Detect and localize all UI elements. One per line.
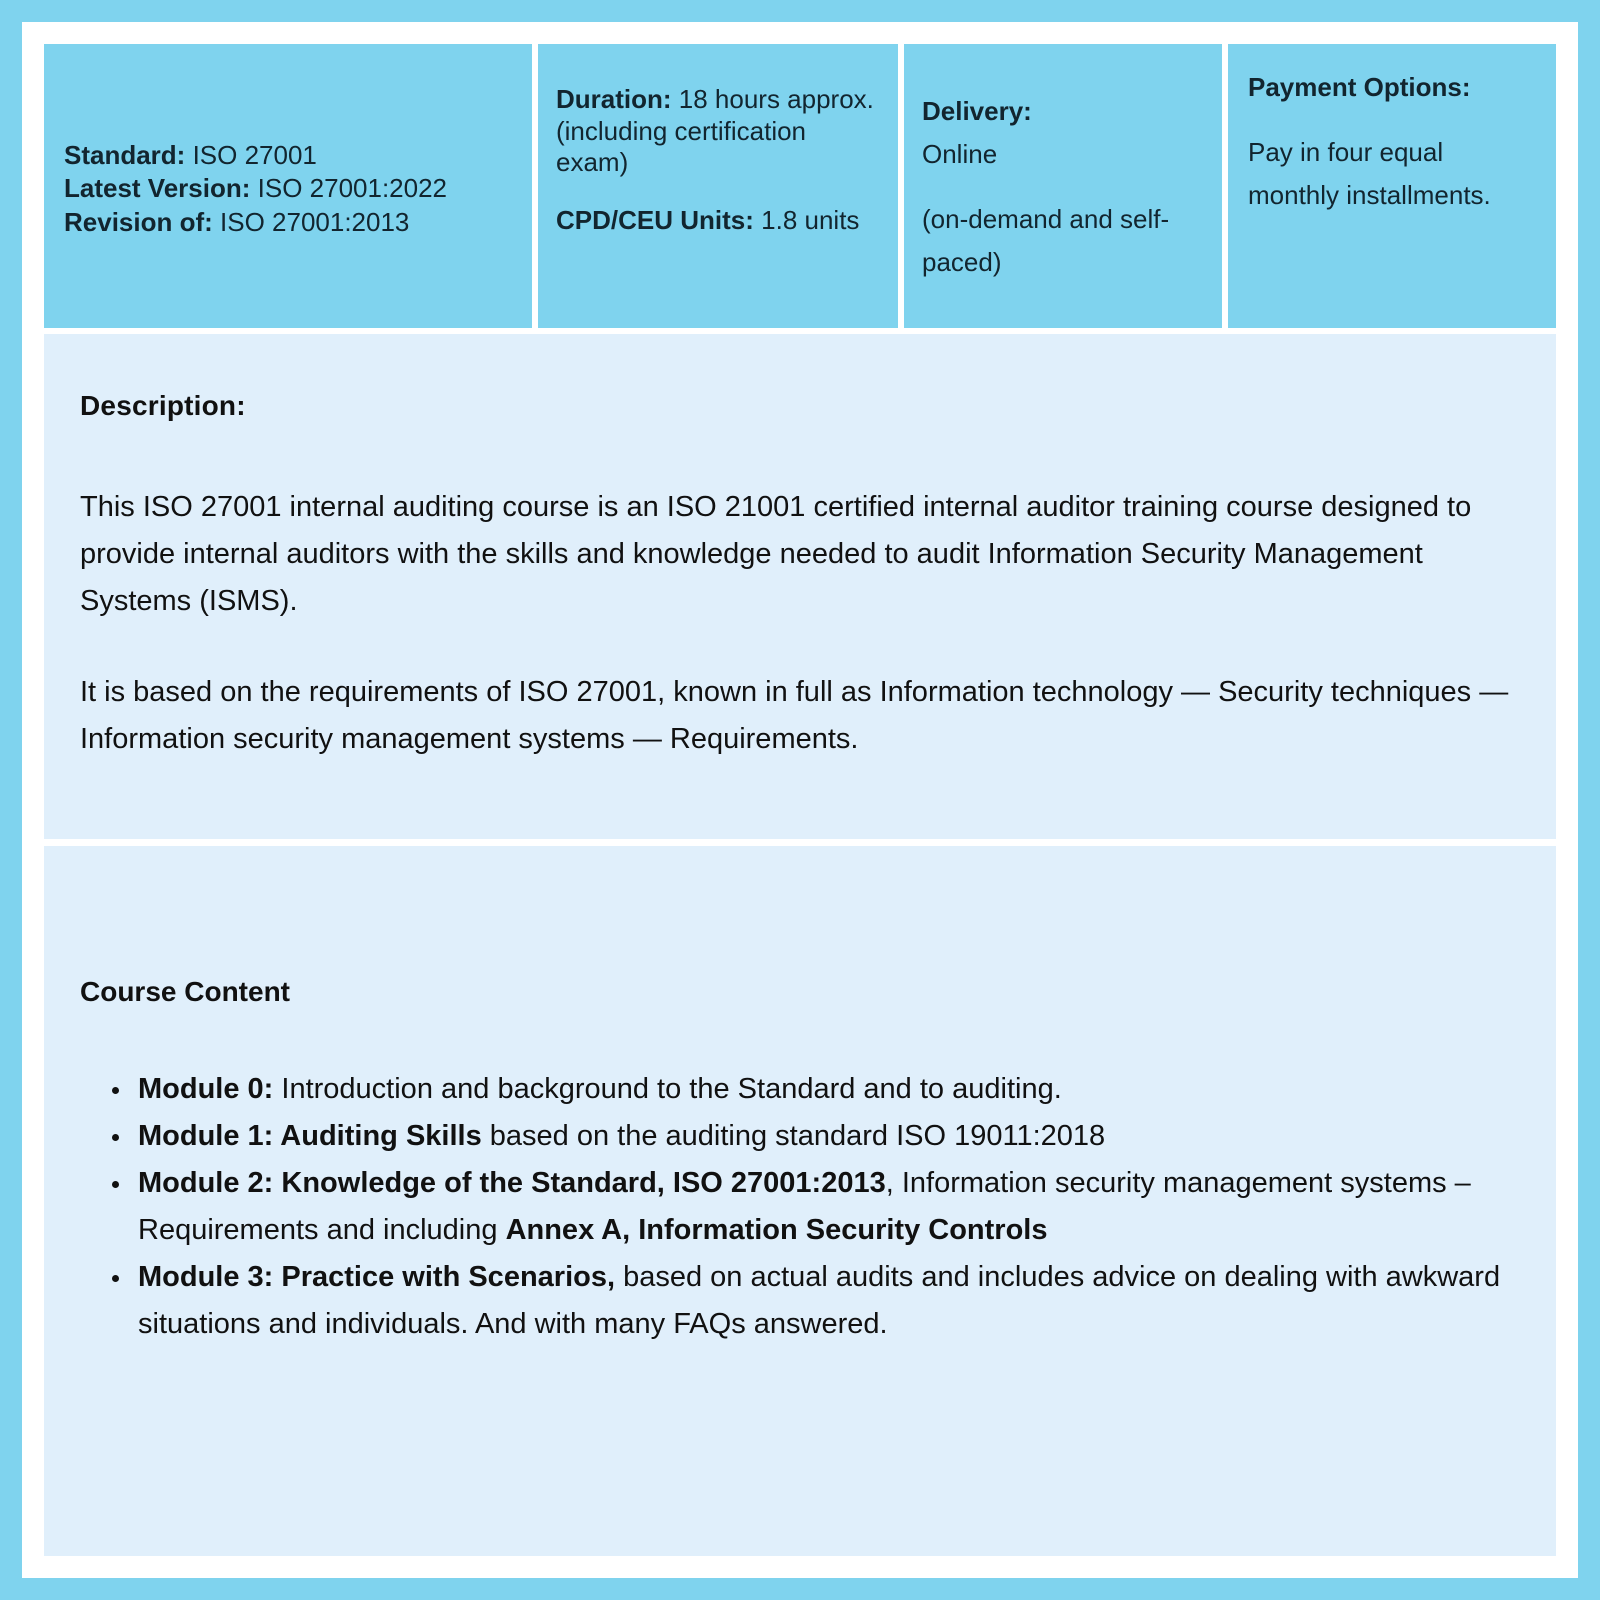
spacer xyxy=(1248,109,1538,131)
description-paragraph-2: It is based on the requirements of ISO 27001, known in full as Information technology — Security techniques — Information security management systems — Requirements. xyxy=(80,675,1509,755)
module-rest: Introduction and background to the Standard and to auditing. xyxy=(273,1073,1062,1105)
description-panel xyxy=(44,334,1556,846)
delivery-label: Delivery: xyxy=(922,96,1032,126)
page-frame xyxy=(22,22,1578,1578)
revision-value: ISO 27001:2013 xyxy=(212,206,410,237)
list-item xyxy=(138,1113,1520,1160)
duration-value: 18 hours approx. (including certification exam) xyxy=(556,84,874,178)
course-content-heading: Course Content xyxy=(80,976,290,1007)
module-list xyxy=(80,1066,1520,1348)
meta-cell-duration xyxy=(538,44,898,328)
course-info-card xyxy=(44,44,1556,1556)
module-lead: Module 0: xyxy=(138,1073,274,1105)
meta-cell-delivery xyxy=(904,44,1222,328)
module-tail-bold: Annex A, Information Security Controls xyxy=(505,1213,1048,1246)
module-mid: , Information security management systems – Requirements and including xyxy=(138,1166,1471,1246)
description-paragraph-1: This ISO 27001 internal auditing course is an ISO 21001 certified internal auditor training course designed to provide internal auditors with the skills and knowledge needed to audit Information Security Management Systems (ISMS). xyxy=(80,491,1472,617)
duration-label: Duration: xyxy=(556,84,672,114)
revision-label: Revision of: xyxy=(64,206,213,237)
module-lead: Module 2: Knowledge of the Standard, ISO 27001:2013 xyxy=(138,1166,886,1199)
duration-line xyxy=(556,84,880,179)
course-content-panel xyxy=(44,846,1556,1556)
latest-version-value: ISO 27001:2022 xyxy=(250,173,448,204)
meta-cell-payment xyxy=(1228,44,1556,328)
standard-value: ISO 27001 xyxy=(185,140,317,171)
payment-value: Pay in four equal monthly installments. xyxy=(1248,136,1491,210)
latest-version-label: Latest Version: xyxy=(64,173,251,204)
standard-line xyxy=(64,139,514,172)
latest-version-line xyxy=(64,172,514,205)
spacer xyxy=(556,179,880,205)
delivery-value: Online xyxy=(922,138,998,169)
module-lead: Module 1: Auditing Skills xyxy=(138,1119,482,1152)
cpd-value: 1.8 units xyxy=(753,205,860,236)
spacer xyxy=(922,176,1204,198)
list-item xyxy=(138,1066,1520,1113)
list-item xyxy=(138,1254,1520,1348)
cpd-label: CPD/CEU Units: xyxy=(556,205,754,236)
course-meta-row xyxy=(44,44,1556,334)
payment-label: Payment Options: xyxy=(1248,72,1471,102)
list-item xyxy=(138,1160,1520,1254)
module-rest: based on the auditing standard ISO 19011:2018 xyxy=(481,1119,1106,1152)
module-mid: based on actual audits and includes advice on dealing with awkward situations and individuals. And with many FAQs answered. xyxy=(138,1260,1501,1340)
cpd-line xyxy=(556,205,880,237)
module-lead: Module 3: Practice with Scenarios, xyxy=(138,1260,616,1293)
revision-line xyxy=(64,206,514,239)
meta-cell-standard xyxy=(44,44,532,328)
description-heading: Description: xyxy=(80,390,246,421)
standard-label: Standard: xyxy=(64,140,186,171)
delivery-note: (on-demand and self-paced) xyxy=(922,203,1170,277)
